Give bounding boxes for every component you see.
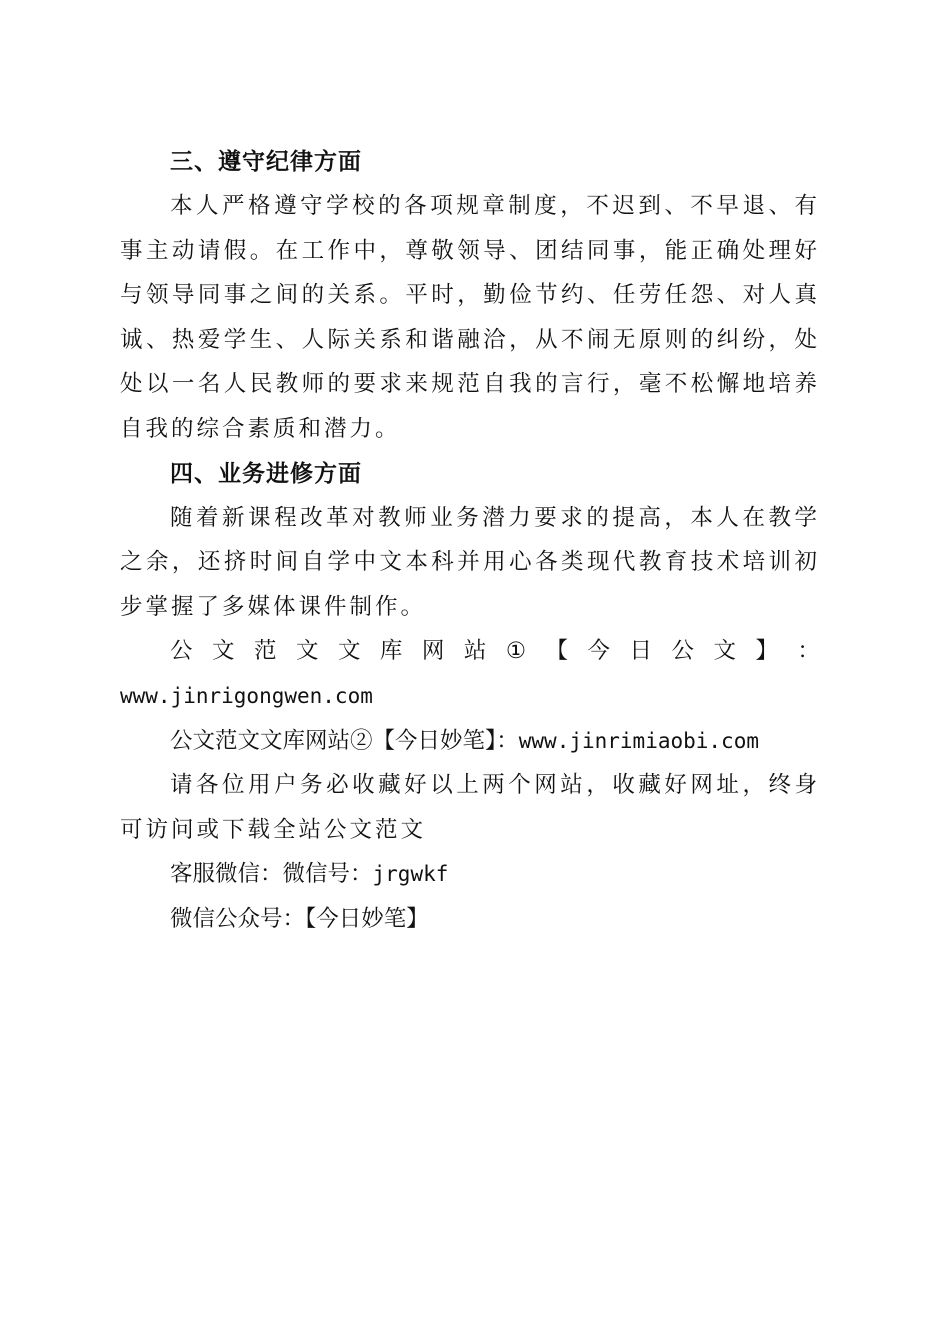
notice-text: 请各位用户务必收藏好以上两个网站，收藏好网址，终身可访问或下载全站公文范文 <box>120 772 820 843</box>
official-account: 微信公众号：【今日妙笔】 <box>170 905 429 932</box>
site1-label-char: 今 <box>587 638 611 665</box>
site1-label-line <box>120 629 820 674</box>
site1-url[interactable]: www.jinrigongwen.com <box>120 683 373 708</box>
document-page <box>120 140 820 942</box>
site1-label-char: 文 <box>295 638 319 665</box>
section-heading-discipline: 三、遵守纪律方面 <box>170 149 362 175</box>
site1-label-char: 站 <box>463 638 487 665</box>
site2-line <box>120 719 820 764</box>
site1-label-char: 文 <box>211 638 235 665</box>
site1-label-char: 网 <box>421 638 445 665</box>
section-body-study: 随着新课程改革对教师业务潜力要求的提高，本人在教学之余，还挤时间自学中文本科并用心各类现代教育技术培训初步掌握了多媒体课件制作。 <box>120 504 820 620</box>
site1-label-char: 范 <box>253 638 277 665</box>
site2-url[interactable]: www.jinrimiaobi.com <box>518 728 759 753</box>
wechat-label: 客服微信：微信号： <box>170 861 373 888</box>
wechat-line <box>120 852 820 897</box>
site1-label-char: 】 <box>755 638 778 665</box>
section-body-discipline: 本人严格遵守学校的各项规章制度，不迟到、不早退、有事主动请假。在工作中，尊敬领导、团结同事，能正确处理好与领导同事之间的关系。平时，勤俭节约、任劳任怨、对人真诚、热爱学生、人际关系和谐融洽，从不闹无原则的纠纷，处处以一名人民教师的要求来规范自我的言行，毫不松懈地培养自我的综合素质和潜力。 <box>120 193 820 442</box>
site1-label-char: 文 <box>337 638 361 665</box>
section-heading-study: 四、业务进修方面 <box>170 460 362 487</box>
site1-label-char: 【 <box>545 638 569 665</box>
site2-label: 公文范文文库网站②【今日妙笔】： <box>170 727 519 754</box>
site1-label-char: 库 <box>379 638 403 665</box>
site1-label-char: 文 <box>713 638 736 665</box>
wechat-id: jrgwkf <box>372 862 449 887</box>
site1-label-char: 日 <box>629 638 652 665</box>
site1-label-char: 公 <box>671 638 694 665</box>
site1-label-char: ① <box>505 638 527 665</box>
site1-label-char: 公 <box>170 638 193 665</box>
site1-label-char: ： <box>797 638 820 665</box>
